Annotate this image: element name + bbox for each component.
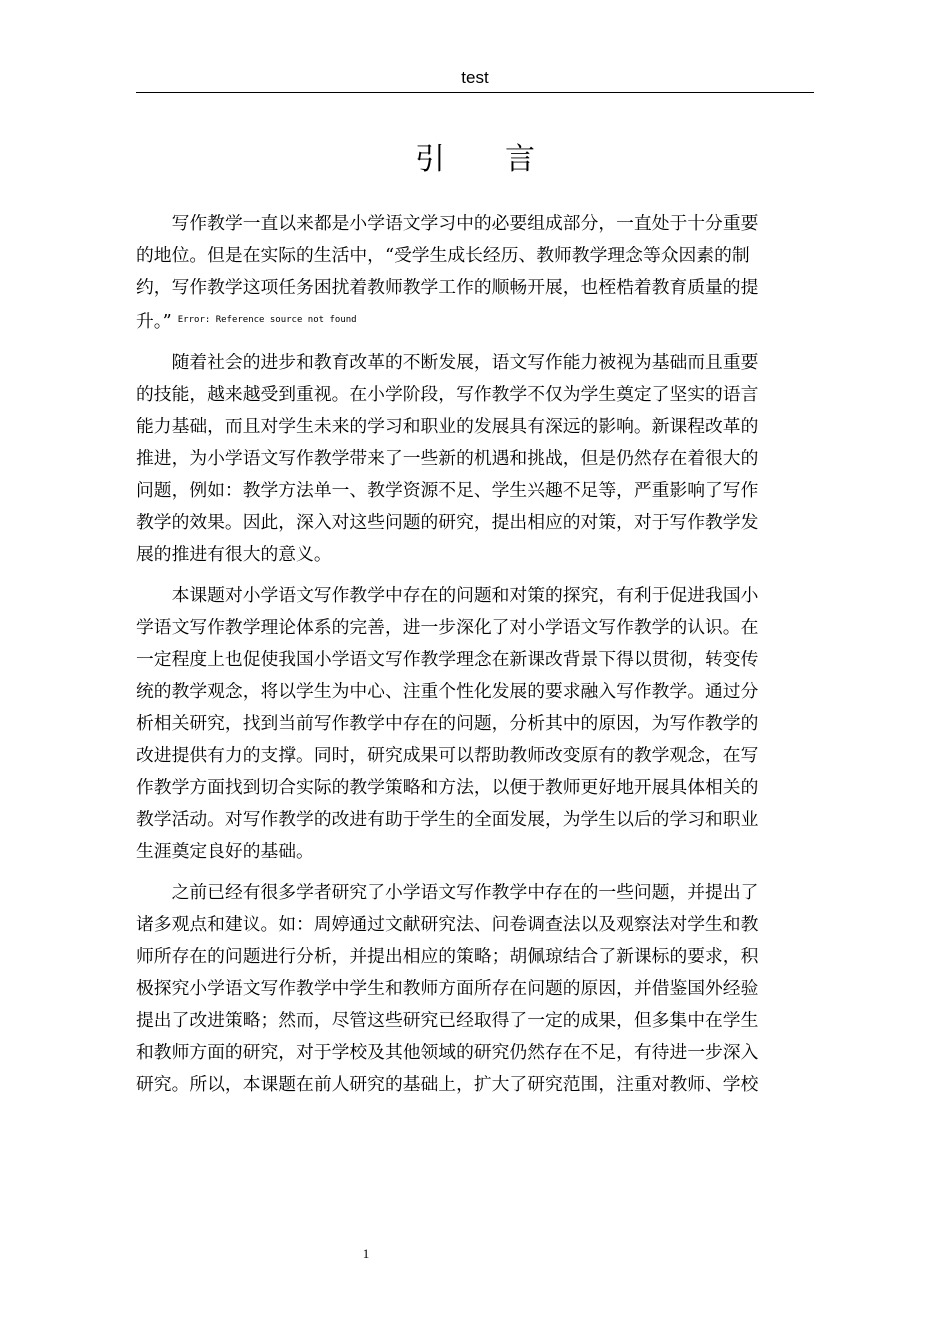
paragraph-line: 提出了改进策略；然而，尽管这些研究已经取得了一定的成果，但多集中在学生	[136, 1010, 759, 1031]
paragraph-line: 一定程度上也促使我国小学语文写作教学理念在新课改背景下得以贯彻，转变传	[136, 649, 759, 670]
paragraph-line: 和教师方面的研究，对于学校及其他领域的研究仍然存在不足，有待进一步深入	[136, 1042, 759, 1063]
section-title	[136, 138, 814, 182]
paragraph-line: 极探究小学语文写作教学中学生和教师方面所存在问题的原因，并借鉴国外经验	[136, 978, 759, 999]
paragraph-line: 随着社会的进步和教育改革的不断发展，语文写作能力被视为基础而且重要	[171, 352, 759, 373]
paragraph-line: 研究。所以，本课题在前人研究的基础上，扩大了研究范围，注重对教师、学校	[136, 1074, 759, 1095]
paragraph-line: 改进提供有力的支撑。同时，研究成果可以帮助教师改变原有的教学观念，在写	[136, 745, 759, 766]
paragraph-1	[136, 208, 814, 338]
paragraph-4	[136, 877, 814, 1101]
body-text	[136, 208, 814, 1110]
paragraph-line: 教学活动。对写作教学的改进有助于学生的全面发展，为学生以后的学习和职业	[136, 809, 759, 830]
reference-error-note: Error: Reference source not found	[177, 315, 357, 325]
paragraph-line: 本课题对小学语文写作教学中存在的问题和对策的探究，有利于促进我国小	[171, 585, 759, 606]
page-number: 1	[362, 1246, 370, 1261]
paragraph-line: 作教学方面找到切合实际的教学策略和方法，以便于教师更好地开展具体相关的	[136, 777, 759, 798]
paragraph-line: 写作教学一直以来都是小学语文学习中的必要组成部分，一直处于十分重要	[171, 213, 759, 234]
paragraph-2	[136, 347, 814, 571]
paragraph-line: 展的推进有很大的意义。	[136, 544, 332, 565]
paragraph-3	[136, 580, 814, 868]
paragraph-line: 的地位。但是在实际的生活中，“受学生成长经历、教师教学理念等众因素的制	[136, 245, 750, 266]
paragraph-line: 统的教学观念，将以学生为中心、注重个性化发展的要求融入写作教学。通过分	[136, 681, 759, 702]
paragraph-line: 约，写作教学这项任务困扰着教师教学工作的顺畅开展，也桎梏着教育质量的提	[136, 277, 759, 298]
paragraph-line-last	[136, 304, 814, 338]
paragraph-line: 问题，例如：教学方法单一、教学资源不足、学生兴趣不足等，严重影响了写作	[136, 480, 759, 501]
paragraph-line: 能力基础，而且对学生未来的学习和职业的发展具有深远的影响。新课程改革的	[136, 416, 759, 437]
paragraph-line: 之前已经有很多学者研究了小学语文写作教学中存在的一些问题，并提出了	[171, 882, 759, 903]
paragraph-line: 教学的效果。因此，深入对这些问题的研究，提出相应的对策，对于写作教学发	[136, 512, 759, 533]
paragraph-line-text: 升。”	[136, 311, 172, 332]
title-char-2: 言	[505, 142, 535, 177]
header-divider	[136, 92, 814, 93]
paragraph-line: 师所存在的问题进行分析，并提出相应的策略；胡佩琼结合了新课标的要求，积	[136, 946, 759, 967]
paragraph-line: 析相关研究，找到当前写作教学中存在的问题，分析其中的原因，为写作教学的	[136, 713, 759, 734]
title-char-1: 引	[415, 142, 445, 177]
paragraph-line: 推进，为小学语文写作教学带来了一些新的机遇和挑战，但是仍然存在着很大的	[136, 448, 759, 469]
page-header: test	[461, 68, 489, 87]
paragraph-line: 学语文写作教学理论体系的完善，进一步深化了对小学语文写作教学的认识。在	[136, 617, 759, 638]
paragraph-line: 生涯奠定良好的基础。	[136, 841, 314, 862]
paragraph-line: 诸多观点和建议。如：周婷通过文献研究法、问卷调查法以及观察法对学生和教	[136, 914, 759, 935]
paragraph-line: 的技能，越来越受到重视。在小学阶段，写作教学不仅为学生奠定了坚实的语言	[136, 384, 759, 405]
